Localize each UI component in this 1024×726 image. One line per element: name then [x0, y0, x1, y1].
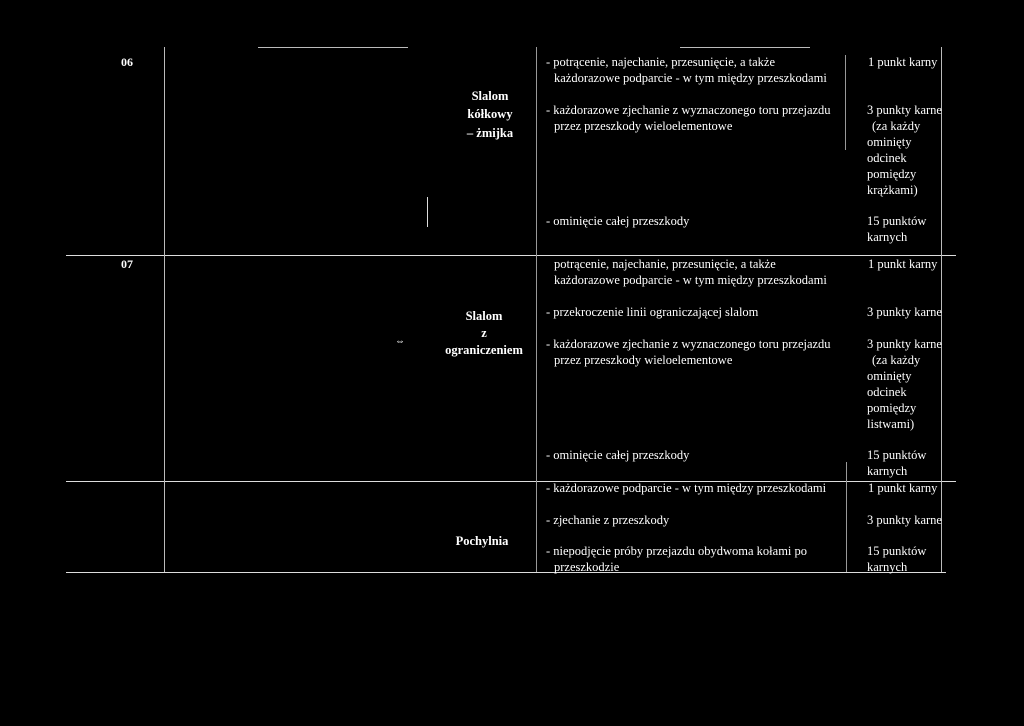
row-07-violation-3b: przez przeszkody wieloelementowe [554, 353, 733, 367]
row-08-violation-1a: - każdorazowe podparcie - w tym między przeszkodami [546, 481, 827, 495]
row-06-penalty-1a: 1 punkt karny [868, 55, 938, 69]
row-07-number: 07 [121, 257, 133, 271]
row-08-violation-2a: - zjechanie z przeszkody [546, 513, 670, 527]
row-07-penalty-1a: 1 punkt karny [868, 257, 938, 271]
row-07-violation-3a: - każdorazowe zjechanie z wyznaczonego toru przejazdu [546, 337, 831, 351]
row-07-title-2: z [481, 326, 487, 340]
row-06-penalty-2a: 3 punkty karne [867, 103, 942, 117]
col-line-3b [846, 462, 847, 572]
row-06-penalty-2f: krążkami) [867, 183, 918, 197]
row-07-penalty-3b: (za każdy [872, 353, 921, 367]
row-06-violation-1a: - potrącenie, najechanie, przesunięcie, a także [546, 55, 776, 69]
row-07-violation-2a: - przekroczenie linii ograniczającej slalom [546, 305, 759, 319]
row-06-violation-3a: - ominięcie całej przeszkody [546, 214, 690, 228]
row-06-violation-1b: każdorazowe podparcie - w tym między przeszkodami [554, 71, 827, 85]
row-06-penalty-2b: (za każdy [872, 119, 921, 133]
row-07-penalty-4b: karnych [867, 464, 908, 478]
double-arrow-icon: ⇔ [395, 336, 405, 347]
rule-bottom [66, 572, 946, 573]
rule-07 [66, 255, 956, 256]
row-08-title: Pochylnia [455, 534, 509, 548]
row-06-violation-2b: przez przeszkody wieloelementowe [554, 119, 733, 133]
row-08-violation-3a: - niepodjęcie próby przejazdu obydwoma kołami po [546, 544, 808, 558]
col-line-mark [427, 197, 428, 227]
rule-top-mid [680, 47, 810, 48]
col-line-1 [164, 47, 165, 572]
row-07-penalty-4a: 15 punktów [867, 448, 927, 462]
row-06-violation-2a: - każdorazowe zjechanie z wyznaczonego toru przejazdu [546, 103, 831, 117]
row-07-penalty-3d: odcinek [867, 385, 907, 399]
row-07-title-1: Slalom [465, 309, 503, 323]
rule-top [258, 47, 408, 48]
col-line-3 [845, 55, 846, 150]
row-06-penalty-3b: karnych [867, 230, 908, 244]
row-06-title-3: – żmijka [466, 126, 514, 140]
row-08-violation-3b: przeszkodzie [554, 560, 620, 574]
row-08-penalty-3a: 15 punktów [867, 544, 927, 558]
row-06-number: 06 [121, 55, 133, 69]
row-07-penalty-3e: pomiędzy [867, 401, 917, 415]
row-08-penalty-1a: 1 punkt karny [868, 481, 938, 495]
row-07-penalty-3f: listwami) [867, 417, 915, 431]
row-07-violation-4a: - ominięcie całej przeszkody [546, 448, 690, 462]
row-06-penalty-3a: 15 punktów [867, 214, 927, 228]
row-06-penalty-2c: ominięty [867, 135, 912, 149]
row-06-title-2: kółkowy [467, 107, 513, 121]
row-06-penalty-2d: odcinek [867, 151, 907, 165]
row-07-penalty-3c: ominięty [867, 369, 912, 383]
row-07-title-3: ograniczeniem [445, 343, 523, 357]
row-07-violation-1a: potrącenie, najechanie, przesunięcie, a także [554, 257, 776, 271]
row-06-penalty-2e: pomiędzy [867, 167, 917, 181]
row-07-penalty-3a: 3 punkty karne [867, 337, 942, 351]
row-08-penalty-3b: karnych [867, 560, 908, 574]
row-08-penalty-2a: 3 punkty karne [867, 513, 942, 527]
row-07-violation-1b: każdorazowe podparcie - w tym między przeszkodami [554, 273, 827, 287]
row-06-title-1: Slalom [471, 89, 509, 103]
row-07-penalty-2a: 3 punkty karne [867, 305, 942, 319]
